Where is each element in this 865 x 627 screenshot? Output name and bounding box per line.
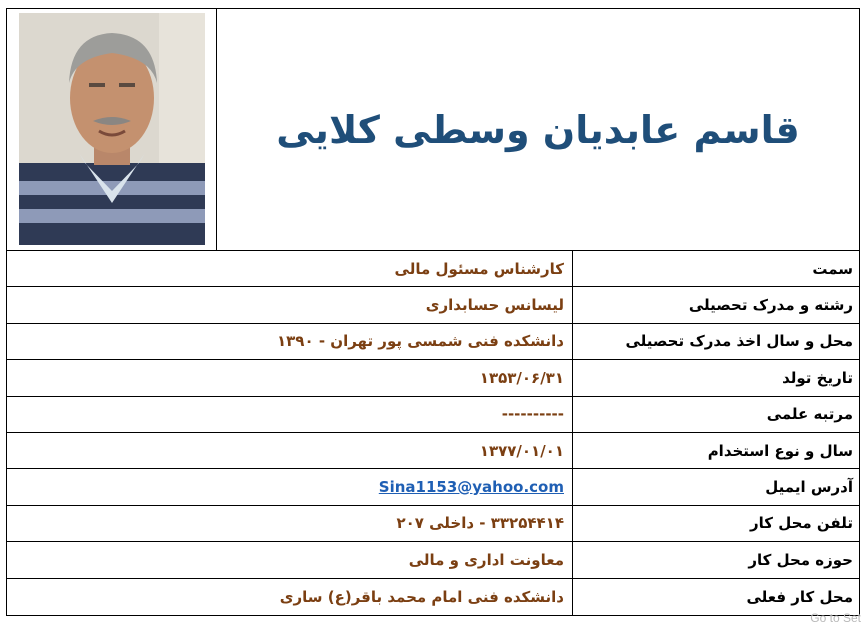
row-value: ---------- — [501, 405, 564, 424]
table-row — [7, 324, 859, 360]
row-value: ۳۳۲۵۴۴۱۴ - داخلی ۲۰۷ — [396, 514, 564, 533]
watermark-text: Go to Set — [810, 611, 861, 625]
row-value: ۱۳۵۳/۰۶/۳۱ — [479, 368, 564, 387]
row-label: حوزه محل کار — [572, 542, 859, 577]
profile-header — [7, 9, 859, 251]
profile-card — [6, 8, 860, 616]
row-label: آدرس ایمیل — [572, 469, 859, 504]
row-value: دانشکده فنی شمسی پور تهران - ۱۳۹۰ — [276, 332, 564, 351]
table-row — [7, 360, 859, 396]
table-row — [7, 542, 859, 578]
row-value: معاونت اداری و مالی — [408, 550, 564, 569]
person-name: قاسم عابدیان وسطی کلایی — [276, 107, 800, 152]
row-value: ۱۳۷۷/۰۱/۰۱ — [479, 441, 564, 460]
table-row — [7, 397, 859, 433]
email-link[interactable]: Sina1153@yahoo.com — [378, 478, 564, 497]
row-label: سال و نوع استخدام — [572, 433, 859, 468]
row-label: تاریخ تولد — [572, 360, 859, 395]
table-row — [7, 469, 859, 505]
table-row — [7, 251, 859, 287]
row-label: رشته و مدرک تحصیلی — [572, 287, 859, 322]
row-label: محل و سال اخذ مدرک تحصیلی — [572, 324, 859, 359]
photo-cell — [7, 9, 217, 250]
profile-photo — [19, 13, 205, 245]
row-value: لیسانس حسابداری — [425, 296, 564, 315]
table-row — [7, 579, 859, 615]
table-row — [7, 506, 859, 542]
row-value: کارشناس مسئول مالی — [394, 259, 564, 278]
row-label: سمت — [572, 251, 859, 286]
row-value: دانشکده فنی امام محمد باقر(ع) ساری — [279, 587, 564, 606]
row-label: تلفن محل کار — [572, 506, 859, 541]
table-row — [7, 287, 859, 323]
row-label: محل کار فعلی — [572, 579, 859, 615]
info-table — [7, 251, 859, 615]
table-row — [7, 433, 859, 469]
row-label: مرتبه علمی — [572, 397, 859, 432]
